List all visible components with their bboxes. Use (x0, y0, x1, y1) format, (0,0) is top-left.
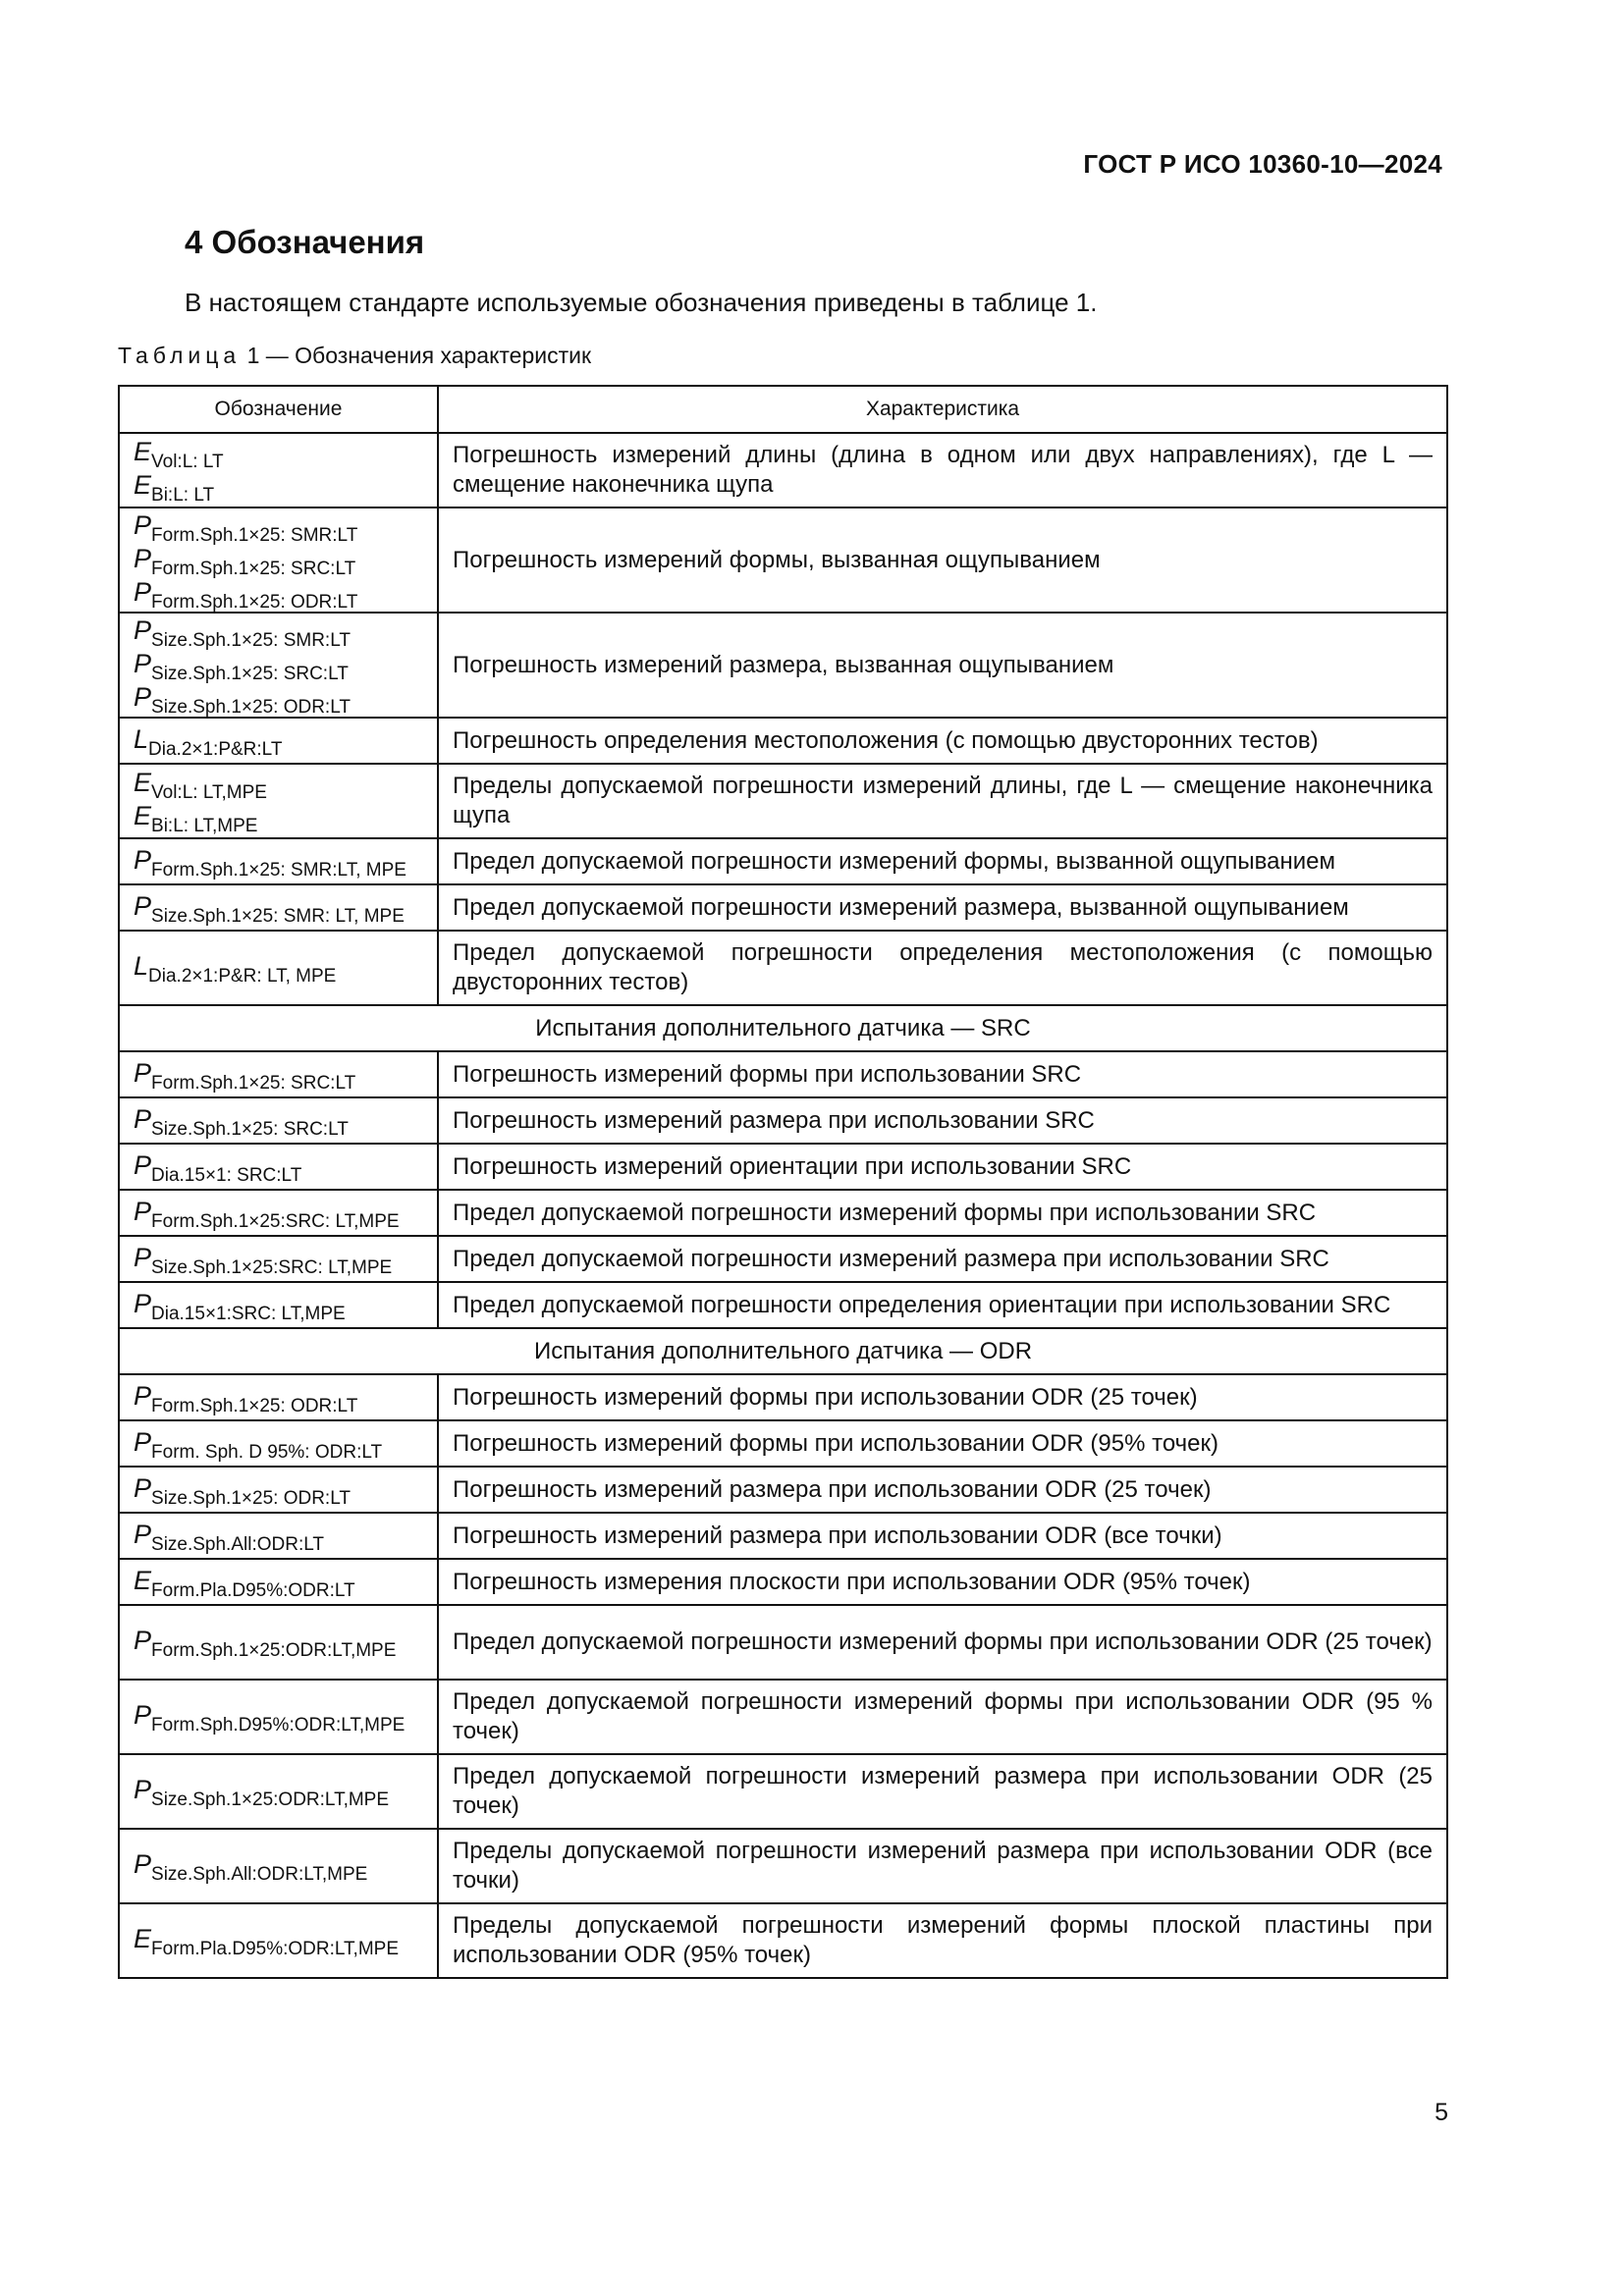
symbol (134, 615, 423, 649)
symbol-subscript: Form.Sph.D95%:ODR:LT,MPE (151, 1715, 406, 1735)
symbol (134, 801, 423, 834)
symbol-letter: E (134, 1924, 152, 1953)
symbol (134, 1197, 423, 1230)
characteristic-cell: Предел допускаемой погрешности измерений формы, вызванной ощупыванием (438, 838, 1447, 884)
symbol-cell (119, 1190, 438, 1236)
table-row (119, 1605, 1447, 1680)
symbol (134, 437, 423, 470)
characteristic-cell: Погрешность измерений формы, вызванная ощупыванием (438, 507, 1447, 613)
symbol-cell (119, 1829, 438, 1903)
symbol-letter: L (134, 951, 149, 981)
symbol-letter: P (134, 1242, 152, 1272)
symbol (134, 1775, 423, 1808)
symbol-cell (119, 1903, 438, 1978)
characteristic-cell: Пределы допускаемой погрешности измерений формы плоской пластины при использовании ODR (95% точек) (438, 1903, 1447, 1978)
symbol-cell (119, 1680, 438, 1754)
table-row (119, 433, 1447, 507)
group-heading: Испытания дополнительного датчика — ODR (119, 1328, 1447, 1374)
characteristic-cell: Предел допускаемой погрешности измерений формы при использовании ODR (95 % точек) (438, 1680, 1447, 1754)
table-row (119, 1144, 1447, 1190)
symbol-letter: E (134, 801, 152, 830)
characteristic-cell: Погрешность измерений формы при использовании ODR (95% точек) (438, 1420, 1447, 1467)
characteristic-cell: Погрешность измерений размера при использовании ODR (25 точек) (438, 1467, 1447, 1513)
table-row (119, 1420, 1447, 1467)
symbol-subscript: Form.Sph.1×25: SMR:LT (151, 524, 358, 546)
table-row (119, 507, 1447, 613)
characteristic-cell: Пределы допускаемой погрешности измерений длины, где L — смещение наконечника щупа (438, 764, 1447, 838)
symbol-subscript: Form.Sph.1×25:SRC: LT,MPE (151, 1210, 400, 1232)
table-row (119, 1559, 1447, 1605)
symbol-subscript: Form.Sph.1×25: SRC:LT (151, 558, 356, 579)
table-row (119, 1829, 1447, 1903)
table-row (119, 931, 1447, 1005)
symbol-letter: P (134, 1380, 152, 1411)
characteristic-cell: Предел допускаемой погрешности определения местоположения (с помощью двусторонних тестов) (438, 931, 1447, 1005)
symbol-cell (119, 1467, 438, 1513)
intro-paragraph: В настоящем стандарте используемые обозначения приведены в таблице 1. (185, 288, 1098, 317)
characteristic-cell: Предел допускаемой погрешности определения ориентации при использовании SRC (438, 1282, 1447, 1328)
table-row (119, 1467, 1447, 1513)
symbol-cell (119, 1559, 438, 1605)
characteristic-cell: Погрешность измерений ориентации при использовании SRC (438, 1144, 1447, 1190)
table-row (119, 838, 1447, 884)
table-body (119, 433, 1447, 1978)
symbol-subscript: Bi:L: LT (151, 485, 215, 506)
symbol-cell (119, 1097, 438, 1144)
symbol (134, 1473, 423, 1507)
symbol-cell (119, 1374, 438, 1420)
symbol-letter: P (134, 509, 152, 540)
characteristic-cell: Погрешность измерений размера, вызванная ощупыванием (438, 613, 1447, 718)
characteristic-cell: Погрешность измерений размера при использовании ODR (все точки) (438, 1513, 1447, 1559)
table-row (119, 1513, 1447, 1559)
standard-number: ГОСТ Р ИСО 10360-10—2024 (1083, 149, 1442, 179)
symbol-cell (119, 1420, 438, 1467)
symbol (134, 845, 423, 879)
characteristic-cell: Предел допускаемой погрешности измерений размера, вызванной ощупыванием (438, 884, 1447, 931)
symbol-letter: P (134, 1700, 152, 1730)
symbol-letter: P (134, 1149, 152, 1180)
table-row (119, 1051, 1447, 1097)
symbol-letter: E (134, 768, 152, 797)
symbol-letter: P (134, 890, 152, 921)
symbol-subscript: Size.Sph.All:ODR:LT,MPE (151, 1864, 368, 1885)
symbol-subscript: Form.Sph.1×25: ODR:LT (151, 591, 358, 613)
symbol-letter: P (134, 648, 152, 678)
characteristic-cell: Погрешность определения местоположения (с помощью двусторонних тестов) (438, 718, 1447, 764)
symbol (134, 470, 423, 504)
table-row (119, 1754, 1447, 1829)
symbol (134, 1427, 423, 1461)
characteristic-cell: Погрешность измерений формы при использовании SRC (438, 1051, 1447, 1097)
page-number: 5 (1435, 2099, 1448, 2126)
symbol-letter: P (134, 543, 152, 573)
table-caption (118, 343, 591, 369)
symbol-letter: P (134, 681, 152, 712)
symbol (134, 577, 423, 611)
symbol (134, 768, 423, 801)
symbol-subscript: Form. Sph. D 95%: ODR:LT (151, 1441, 383, 1463)
symbol-cell (119, 884, 438, 931)
symbol-cell (119, 1513, 438, 1559)
symbol-letter: P (134, 844, 152, 875)
symbol-subscript: Size.Sph.1×25: ODR:LT (151, 696, 351, 718)
symbol (134, 1381, 423, 1415)
symbol-letter: P (134, 1057, 152, 1088)
table-row (119, 1903, 1447, 1978)
characteristic-cell: Предел допускаемой погрешности измерений размера при использовании SRC (438, 1236, 1447, 1282)
symbol-cell (119, 1282, 438, 1328)
characteristic-cell: Погрешность измерений длины (длина в одном или двух направлениях), где L — смещение наконечника щупа (438, 433, 1447, 507)
symbol-letter: E (134, 470, 152, 500)
table-row (119, 718, 1447, 764)
column-header-characteristic: Характеристика (438, 386, 1447, 433)
symbol-subscript: Size.Sph.1×25: SMR:LT (151, 629, 351, 651)
designations-table (118, 385, 1448, 1979)
symbol (134, 1924, 423, 1957)
symbol-letter: P (134, 1472, 152, 1503)
symbol (134, 1700, 423, 1734)
symbol-subscript: Form.Pla.D95%:ODR:LT (151, 1579, 355, 1601)
characteristic-cell: Пределы допускаемой погрешности измерений размера при использовании ODR (все точки) (438, 1829, 1447, 1903)
table-row (119, 1282, 1447, 1328)
characteristic-cell: Погрешность измерения плоскости при использовании ODR (95% точек) (438, 1559, 1447, 1605)
symbol-letter: P (134, 1196, 152, 1226)
symbol-cell (119, 1051, 438, 1097)
table-caption-text: 1 — Обозначения характеристик (246, 343, 592, 368)
symbol-subscript: Size.Sph.1×25:SRC: LT,MPE (151, 1256, 393, 1278)
symbol (134, 1104, 423, 1138)
symbol (134, 891, 423, 925)
table-row (119, 884, 1447, 931)
symbol-subscript: Vol:L: LT (151, 452, 224, 472)
characteristic-cell: Предел допускаемой погрешности измерений размера при использовании ODR (25 точек) (438, 1754, 1447, 1829)
symbol-subscript: Dia.15×1: SRC:LT (151, 1164, 302, 1186)
symbol-subscript: Form.Pla.D95%:ODR:LT,MPE (151, 1939, 399, 1959)
symbol-cell (119, 1236, 438, 1282)
section-heading: 4 Обозначения (185, 224, 425, 260)
symbol (134, 544, 423, 577)
symbol-letter: P (134, 1626, 152, 1655)
table-row (119, 1374, 1447, 1420)
symbol-letter: P (134, 1775, 152, 1804)
characteristic-cell: Предел допускаемой погрешности измерений формы при использовании SRC (438, 1190, 1447, 1236)
characteristic-cell: Погрешность измерений формы при использовании ODR (25 точек) (438, 1374, 1447, 1420)
symbol (134, 951, 423, 985)
symbol (134, 724, 423, 758)
symbol-letter: P (134, 1849, 152, 1879)
symbol (134, 682, 423, 716)
symbol-subscript: Vol:L: LT,MPE (151, 782, 267, 803)
symbol (134, 1150, 423, 1184)
symbol-subscript: Form.Sph.1×25: SMR:LT, MPE (151, 859, 406, 881)
symbol-cell (119, 507, 438, 613)
symbol-subscript: Size.Sph.1×25: SMR: LT, MPE (151, 905, 405, 927)
table-group-row (119, 1005, 1447, 1051)
symbol-cell (119, 718, 438, 764)
symbol-letter: E (134, 437, 152, 466)
symbol-letter: P (134, 1288, 152, 1318)
symbol-letter: P (134, 614, 152, 645)
symbol-cell (119, 1144, 438, 1190)
symbol-subscript: Size.Sph.1×25:ODR:LT,MPE (151, 1789, 390, 1810)
characteristic-cell: Предел допускаемой погрешности измерений формы при использовании ODR (25 точек) (438, 1605, 1447, 1680)
table-row (119, 1236, 1447, 1282)
symbol-subscript: Dia.2×1:P&R:LT (148, 738, 283, 760)
table-row (119, 764, 1447, 838)
table-caption-label: Таблица (118, 343, 242, 368)
symbol-cell (119, 1605, 438, 1680)
table-row (119, 1190, 1447, 1236)
symbol-subscript: Dia.15×1:SRC: LT,MPE (151, 1303, 346, 1324)
symbol-letter: L (134, 723, 149, 754)
symbol-letter: P (134, 576, 152, 607)
column-header-symbol: Обозначение (119, 386, 438, 433)
symbol (134, 510, 423, 544)
symbol-subscript: Form.Sph.1×25: SRC:LT (151, 1072, 356, 1094)
symbol (134, 1243, 423, 1276)
symbol-letter: P (134, 1426, 152, 1457)
symbol-subscript: Dia.2×1:P&R: LT, MPE (148, 966, 337, 987)
symbol (134, 1566, 423, 1599)
symbol-subscript: Size.Sph.1×25: SRC:LT (151, 663, 349, 684)
symbol-cell (119, 613, 438, 718)
symbol-subscript: Size.Sph.1×25: SRC:LT (151, 1118, 349, 1140)
table-row (119, 1097, 1447, 1144)
symbol-subscript: Size.Sph.1×25: ODR:LT (151, 1487, 351, 1509)
symbol-subscript: Form.Sph.1×25:ODR:LT,MPE (151, 1640, 397, 1661)
table-row (119, 1680, 1447, 1754)
symbol (134, 649, 423, 682)
table-group-row (119, 1328, 1447, 1374)
symbol (134, 1058, 423, 1092)
characteristic-cell: Погрешность измерений размера при использовании SRC (438, 1097, 1447, 1144)
symbol (134, 1849, 423, 1883)
table-row (119, 613, 1447, 718)
symbol-letter: P (134, 1103, 152, 1134)
symbol-subscript: Bi:L: LT,MPE (151, 816, 258, 836)
symbol-cell (119, 764, 438, 838)
symbol (134, 1520, 423, 1553)
symbol (134, 1626, 423, 1659)
symbol-cell (119, 838, 438, 884)
group-heading: Испытания дополнительного датчика — SRC (119, 1005, 1447, 1051)
symbol-subscript: Form.Sph.1×25: ODR:LT (151, 1395, 358, 1416)
symbol-cell (119, 931, 438, 1005)
symbol-letter: P (134, 1519, 152, 1549)
symbol-letter: E (134, 1565, 152, 1595)
symbol-cell (119, 433, 438, 507)
symbol (134, 1289, 423, 1322)
symbol-subscript: Size.Sph.All:ODR:LT (151, 1533, 324, 1555)
symbol-cell (119, 1754, 438, 1829)
